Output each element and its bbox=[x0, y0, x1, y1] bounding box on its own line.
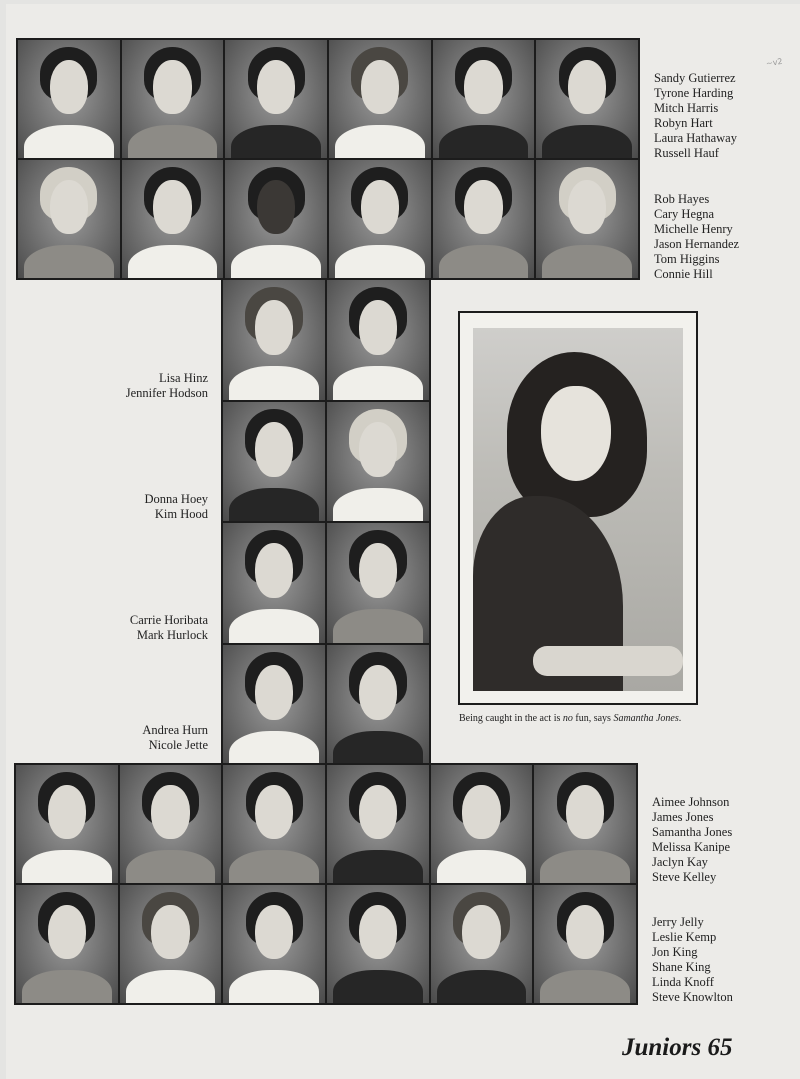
name-label: Mitch Harris bbox=[654, 101, 719, 115]
names-middle-2 bbox=[66, 492, 208, 522]
portrait-linda-knoff bbox=[431, 885, 533, 1003]
portrait-cary-hegna bbox=[122, 160, 224, 278]
name-label: Russell Hauf bbox=[654, 146, 719, 160]
name-label: Steve Knowlton bbox=[652, 990, 733, 1004]
names-middle-1 bbox=[66, 371, 208, 401]
portrait-tyrone-harding bbox=[122, 40, 224, 158]
portrait-aimee-johnson bbox=[16, 765, 118, 883]
name-label: Carrie Horibata bbox=[129, 613, 208, 627]
name-label: Linda Knoff bbox=[652, 975, 714, 989]
name-label: Michelle Henry bbox=[654, 222, 733, 236]
name-label: Mark Hurlock bbox=[136, 628, 208, 642]
portrait-mark-hurlock bbox=[327, 523, 429, 643]
name-label: Connie Hill bbox=[654, 267, 713, 281]
portrait-jon-king bbox=[223, 885, 325, 1003]
bottom-portrait-grid bbox=[14, 763, 638, 1005]
name-label: Laura Hathaway bbox=[654, 131, 737, 145]
portrait-carrie-horibata bbox=[223, 523, 325, 643]
name-label: James Jones bbox=[652, 810, 714, 824]
name-label: Sandy Gutierrez bbox=[654, 71, 736, 85]
portrait-samantha-jones bbox=[223, 765, 325, 883]
name-label: Kim Hood bbox=[154, 507, 208, 521]
names-bottom-row-1 bbox=[652, 795, 732, 885]
corner-stamp: ~v2 bbox=[765, 56, 784, 69]
name-label: Samantha Jones bbox=[652, 825, 733, 839]
portrait-kim-hood bbox=[327, 402, 429, 522]
feature-photo-frame bbox=[458, 311, 698, 705]
photo-caption: Being caught in the act is no fun, says Samantha Jones. bbox=[459, 713, 682, 724]
name-label: Jaclyn Kay bbox=[652, 855, 708, 869]
name-label: Nicole Jette bbox=[148, 738, 208, 752]
names-top-row-2 bbox=[654, 192, 739, 282]
names-top-row-1 bbox=[654, 71, 737, 161]
name-label: Steve Kelley bbox=[652, 870, 717, 884]
name-label: Jerry Jelly bbox=[652, 915, 704, 929]
portrait-jason-hernandez bbox=[329, 160, 431, 278]
portrait-jennifer-hodson bbox=[327, 280, 429, 400]
name-label: Andrea Hurn bbox=[142, 723, 208, 737]
yearbook-page bbox=[6, 4, 800, 1079]
top-portrait-grid bbox=[16, 38, 640, 280]
portrait-lisa-hinz bbox=[223, 280, 325, 400]
name-label: Rob Hayes bbox=[654, 192, 710, 206]
portrait-donna-hoey bbox=[223, 402, 325, 522]
name-label: Lisa Hinz bbox=[159, 371, 208, 385]
portrait-steve-kelley bbox=[534, 765, 636, 883]
portrait-jerry-jelly bbox=[16, 885, 118, 1003]
name-label: Melissa Kanipe bbox=[652, 840, 731, 854]
portrait-michelle-henry bbox=[225, 160, 327, 278]
name-label: Aimee Johnson bbox=[652, 795, 730, 809]
portrait-leslie-kemp bbox=[120, 885, 222, 1003]
name-label: Cary Hegna bbox=[654, 207, 715, 221]
portrait-robyn-hart bbox=[329, 40, 431, 158]
portrait-rob-hayes bbox=[18, 160, 120, 278]
names-bottom-row-2 bbox=[652, 915, 733, 1005]
portrait-tom-higgins bbox=[433, 160, 535, 278]
name-label: Jason Hernandez bbox=[654, 237, 740, 251]
names-middle-4 bbox=[66, 723, 208, 753]
portrait-mitch-harris bbox=[225, 40, 327, 158]
portrait-steve-knowlton bbox=[534, 885, 636, 1003]
middle-portrait-grid bbox=[221, 278, 431, 766]
portrait-jaclyn-kay bbox=[431, 765, 533, 883]
name-label: Tom Higgins bbox=[654, 252, 720, 266]
candid-photo-samantha-jones bbox=[473, 328, 683, 691]
name-label: Jennifer Hodson bbox=[125, 386, 208, 400]
page-footer-title: Juniors 65 bbox=[622, 1034, 733, 1061]
name-label: Jon King bbox=[652, 945, 698, 959]
portrait-shane-king bbox=[327, 885, 429, 1003]
portrait-sandy-gutierrez bbox=[18, 40, 120, 158]
portrait-connie-hill bbox=[536, 160, 638, 278]
names-middle-3 bbox=[66, 613, 208, 643]
name-label: Robyn Hart bbox=[654, 116, 713, 130]
name-label: Tyrone Harding bbox=[654, 86, 734, 100]
portrait-russell-hauf bbox=[536, 40, 638, 158]
portrait-melissa-kanipe bbox=[327, 765, 429, 883]
name-label: Donna Hoey bbox=[144, 492, 208, 506]
portrait-nicole-jette bbox=[327, 645, 429, 765]
portrait-andrea-hurn bbox=[223, 645, 325, 765]
name-label: Leslie Kemp bbox=[652, 930, 717, 944]
portrait-laura-hathaway bbox=[433, 40, 535, 158]
portrait-james-jones bbox=[120, 765, 222, 883]
name-label: Shane King bbox=[652, 960, 711, 974]
